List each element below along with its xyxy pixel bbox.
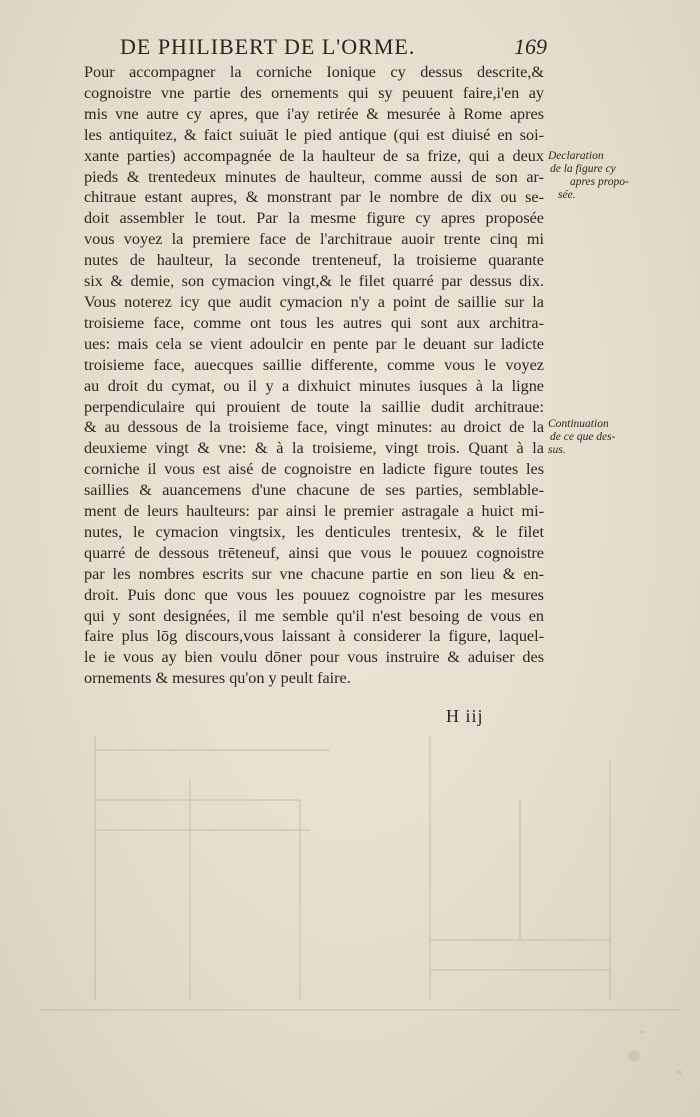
text-line: au droit du cymat, ou il y a dixhuict minutes iusques à la ligne	[84, 376, 544, 395]
text-line: six & demie, son cymacion vingt,& le filet quarré par dessus dix.	[84, 272, 544, 291]
margin-note-line: sée.	[558, 189, 576, 201]
text-line: faire plus lōg discours,vous laissant à considerer la figure, laquel-	[84, 627, 544, 646]
text-line: troisieme face, auecques saillie differente, comme vous le voyez	[84, 355, 544, 374]
text-line: & au dessous de la troisieme face, vingt minutes: au droict de la	[84, 418, 544, 437]
text-line: perpendiculaire qui prouient de toute la saillie dudit architraue:	[84, 397, 544, 416]
paper-stain	[676, 1070, 682, 1075]
page-number: 169	[514, 34, 547, 59]
text-line: mis vne autre cy apres, que i'ay retirée & mesurée à Rome apres	[84, 104, 544, 123]
paper-stain	[628, 1050, 640, 1062]
text-line: par les nombres escrits sur vne chacune partie en son lieu & en-	[84, 564, 544, 583]
body-text	[84, 62, 544, 689]
text-line: doit assembler le tout. Par la mesme figure cy apres proposée	[84, 209, 544, 228]
margin-note-line: apres propo-	[570, 176, 629, 188]
text-line: deuxieme vingt & vne: & à la troisieme, vingt trois. Quant à la	[84, 439, 544, 458]
margin-note-declaration	[548, 150, 628, 202]
text-line: cognoistre vne partie des ornements qui sy peuuent faire,i'en ay	[84, 83, 544, 102]
text-line: les antiquitez, & faict suiuāt le pied antique (qui est diuisé en soi-	[84, 125, 544, 144]
text-line: droit. Puis donc que vous les pouuez cognoistre par les mesures	[84, 585, 544, 604]
text-line: vous voyez la premiere face de l'architraue auoir trente cinq mi	[84, 230, 544, 249]
text-line: xante parties) accompagnée de la haulteur de sa frize, qui a deux	[84, 146, 544, 165]
text-line: saillies & auancemens d'une chacune de ses parties, semblable-	[84, 481, 544, 500]
text-line: troisieme face, comme ont tous les autres qui sont aux architra-	[84, 313, 544, 332]
text-line: ornements & mesures qu'on y peult faire.	[84, 669, 351, 688]
running-title: DE PHILIBERT DE L'ORME.	[120, 34, 416, 59]
text-line: pieds & trentedeux minutes de haulteur, comme aussi de son ar-	[84, 167, 544, 186]
text-line: qui y sont designées, il me semble qu'il n'est besoing de vous en	[84, 606, 544, 625]
margin-note-line: de ce que des-	[550, 431, 616, 443]
text-line: nutes, le cymacion vingtsix, les denticules trentesix, & le filet	[84, 522, 544, 541]
text-line: le ie vous ay bien voulu dōner pour vous instruire & aduiser des	[84, 648, 544, 667]
margin-note-line: sus.	[548, 444, 566, 456]
margin-note-line: Declaration	[548, 150, 604, 162]
margin-note-continuation	[548, 418, 628, 457]
signature-mark: H iij	[446, 706, 484, 726]
text-line: ment de leurs haulteurs: par ainsi le premier astragale a huict mi-	[84, 502, 544, 521]
text-line: ues: mais cela se vient adoulcir en pente par le deuant sur ladicte	[84, 334, 544, 353]
text-line: quarré de dessous trēteneuf, ainsi que vous le pouuez cognoistre	[84, 543, 544, 562]
text-line: chitraue estant aupres, & monstrant par le nombre de dix ou se-	[84, 188, 544, 207]
text-line: nutes de haulteur, la seconde trenteneuf, la troisieme quarante	[84, 251, 544, 270]
text-line: Vous noterez icy que audit cymacion n'y a point de saillie sur la	[84, 292, 544, 311]
text-line: Pour accompagner la corniche Ionique cy dessus descrite,&	[84, 63, 544, 81]
margin-note-line: de la figure cy	[550, 163, 616, 175]
paper-stain	[640, 1030, 645, 1034]
text-line: corniche il vous est aisé de cognoistre en ladicte figure toutes les	[84, 460, 544, 479]
margin-note-line: Continuation	[548, 418, 609, 430]
